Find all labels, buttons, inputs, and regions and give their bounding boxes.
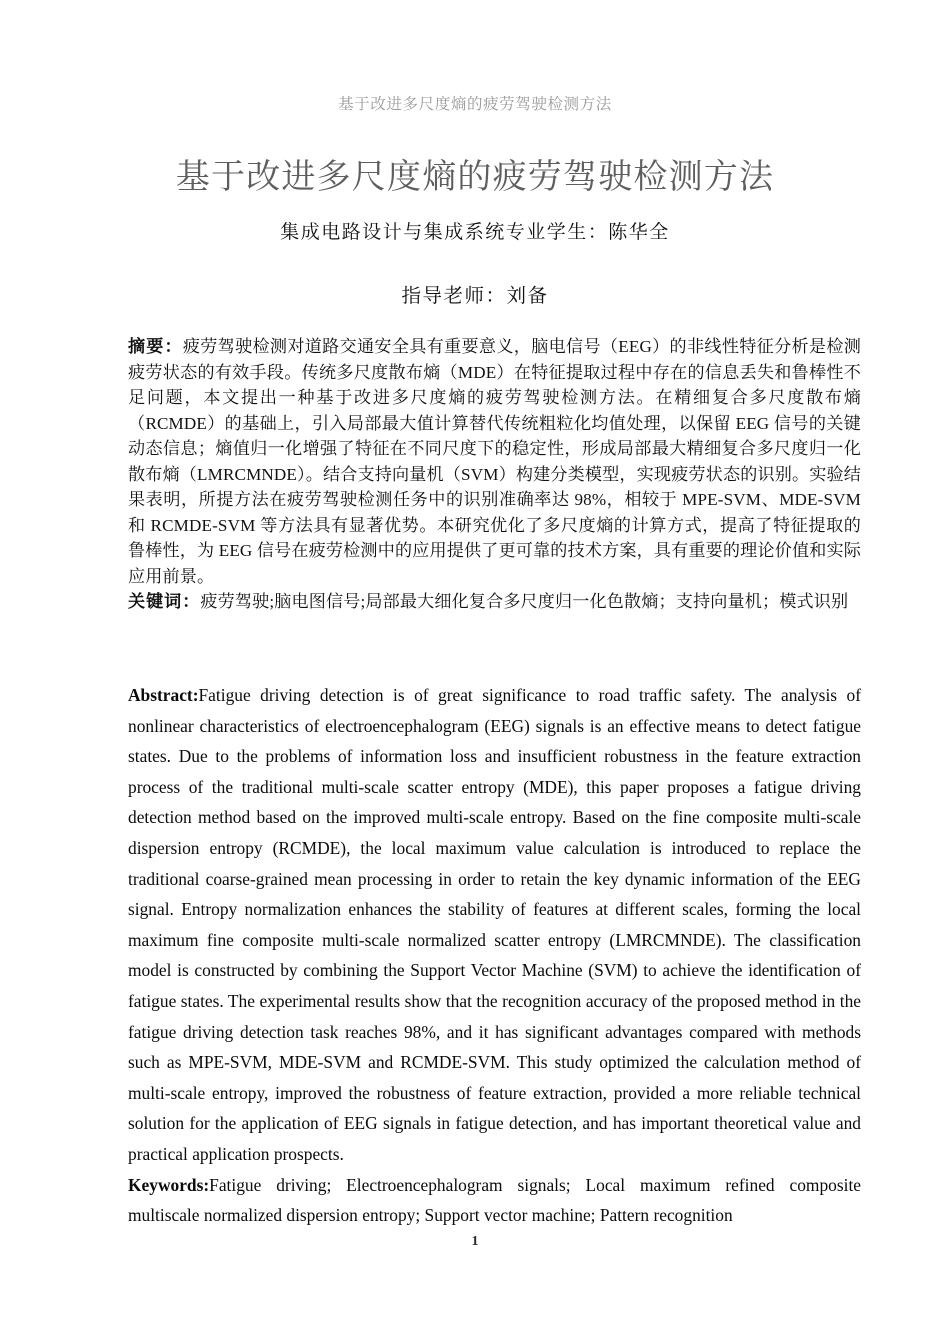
advisor-line: 指导老师：刘备 <box>401 285 549 307</box>
page-number: 1 <box>471 1234 479 1249</box>
english-abstract-body: Fatigue driving detection is of great significance to road traffic safety. The analysis of nonlinear characteristics of electroencephalogram (EEG) signals is an effective means to detect fatigue states. Due to the problems of information loss and insufficient robustness in the feature extraction process of the traditional multi-scale scatter entropy (MDE), this paper proposes a fatigue driving detection method based on the improved multi-scale entropy. Based on the fine composite multi-scale dispersion entropy (RCMDE), the local maximum value calculation is introduced to replace the traditional coarse-grained mean processing in order to retain the key dynamic information of the EEG signal. Entropy normalization enhances the stability of features at different scales, forming the local maximum fine composite multi-scale normalized scatter entropy (LMRCMNDE). The classification model is constructed by combining the Support Vector Machine (SVM) to achieve the identification of fatigue states. The experimental results show that the recognition accuracy of the proposed method in the fatigue driving detection task reaches 98%, and it has significant advantages compared with methods such as MPE-SVM, MDE-SVM and RCMDE-SVM. This study optimized the calculation method of multi-scale entropy, improved the robustness of feature extraction, provided a more reliable technical solution for the application of EEG signals in fatigue detection, and has important theoretical value and practical application prospects. <box>128 685 861 1164</box>
english-keywords-paragraph <box>128 1170 861 1231</box>
chinese-abstract-section <box>128 334 861 615</box>
english-abstract-label: Abstract: <box>128 685 199 705</box>
title-block <box>0 156 950 308</box>
chinese-abstract-paragraph <box>128 334 861 589</box>
author-line: 集成电路设计与集成系统专业学生：陈华全 <box>280 221 670 243</box>
running-header: 基于改进多尺度熵的疲劳驾驶检测方法 <box>338 96 612 113</box>
chinese-abstract-body: 疲劳驾驶检测对道路交通安全具有重要意义，脑电信号（EEG）的非线性特征分析是检测疲劳状态的有效手段。传统多尺度散布熵（MDE）在特征提取过程中存在的信息丢失和鲁棒性不足问题，本文提出一种基于改进多尺度熵的疲劳驾驶检测方法。在精细复合多尺度散布熵（RCMDE）的基础上，引入局部最大值计算替代传统粗粒化均值处理，以保留 EEG 信号的关键动态信息；熵值归一化增强了特征在不同尺度下的稳定性，形成局部最大精细复合多尺度归一化散布熵（LMRCMNDE）。结合支持向量机（SVM）构建分类模型，实现疲劳状态的识别。实验结果表明，所提方法在疲劳驾驶检测任务中的识别准确率达 98%，相较于 MPE-SVM、MDE-SVM 和 RCMDE-SVM 等方法具有显著优势。本研究优化了多尺度熵的计算方式，提高了特征提取的鲁棒性，为 EEG 信号在疲劳检测中的应用提供了更可靠的技术方案，具有重要的理论价值和实际应用前景。 <box>128 337 861 586</box>
page-title: 基于改进多尺度熵的疲劳驾驶检测方法 <box>175 157 775 197</box>
english-keywords-body: Fatigue driving; Electroencephalogram signals; Local maximum refined composite multiscale normalized dispersion entropy; Support vector machine; Pattern recognition <box>128 1174 861 1226</box>
chinese-abstract-label: 摘要： <box>128 337 183 356</box>
chinese-keywords-paragraph <box>128 589 861 615</box>
chinese-keywords-label: 关键词： <box>128 592 201 611</box>
chinese-keywords-body: 疲劳驾驶;脑电图信号;局部最大细化复合多尺度归一化色散熵；支持向量机；模式识别 <box>200 592 849 611</box>
english-abstract-section <box>128 680 861 1231</box>
english-keywords-label: Keywords: <box>128 1174 210 1195</box>
english-abstract-paragraph <box>128 680 861 1170</box>
